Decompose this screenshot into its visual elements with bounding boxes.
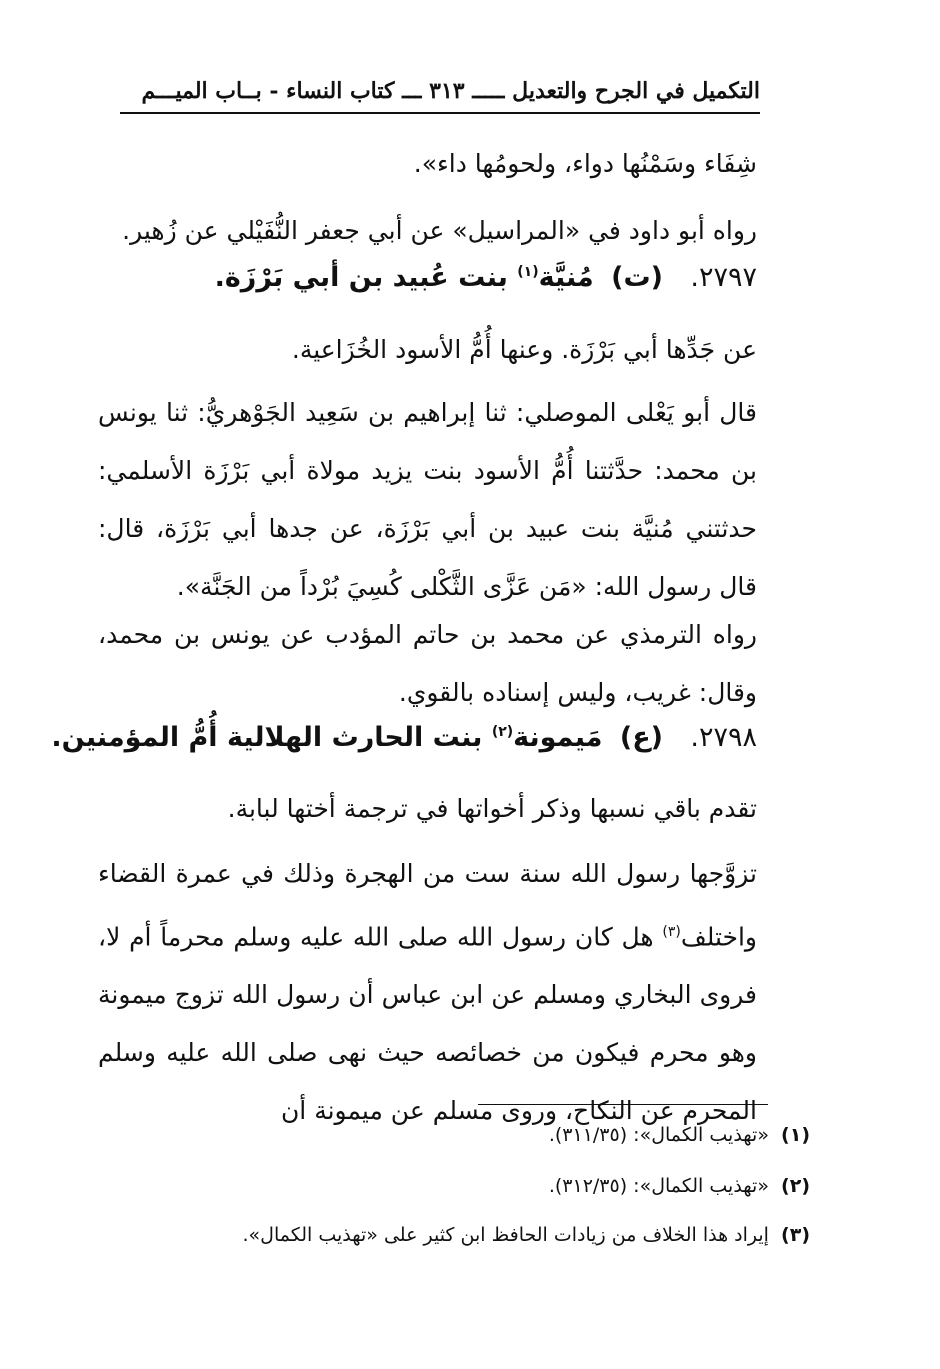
- entry-tag: (ت): [611, 262, 663, 293]
- footnote-ref: (٢): [491, 724, 514, 740]
- footnote-2: [98, 1175, 810, 1197]
- footnote-text: إيراد هذا الخلاف من زيادات الحافظ ابن كثير على «تهذيب الكمال».: [242, 1224, 769, 1246]
- footnote-number: (١): [781, 1124, 810, 1146]
- entry-2798-heading: [51, 722, 757, 753]
- paragraph-abu-yala: قال أبو يَعْلى الموصلي: ثنا إبراهيم بن سَعِيد الجَوْهريُّ: ثنا يونس بن محمد: حدَّثتنا أُمُّ الأسود بنت يزيد مولاة أبي بَرْزَة الأسلمي: حدثتني مُنيَّة بنت عبيد بن أبي بَرْزَة، عن جدها أبي بَرْزَة، قال: قال رسول الله: «مَن عَزَّى الثَّكْلى كُسِيَ بُرْداً من الجَنَّة».: [98, 398, 757, 601]
- header-rule: [120, 112, 760, 114]
- paragraph-abu-dawud: رواه أبو داود في «المراسيل» عن أبي جعفر النُّفَيْلي عن زُهير.: [122, 216, 757, 245]
- entry-name: مَيمونة: [513, 722, 603, 753]
- entry-2797-heading: [98, 262, 757, 293]
- marriage-text-start: تزوَّجها رسول الله سنة ست من الهجرة وذلك في عمرة القضاء واختلف: [98, 859, 757, 952]
- paragraph-marriage: [98, 845, 757, 1140]
- marriage-text-rest: هل كان رسول الله صلى الله عليه وسلم محرماً أم لا، فروى البخاري ومسلم عن ابن عباس أن رسول الله تزوج ميمونة وهو محرم فيكون من خصائصه حيث نهى صلى الله عليه وسلم المحرم عن النكاح، وروى مسلم عن ميمونة أن: [98, 922, 757, 1126]
- entry-name: مُنيَّة: [538, 262, 594, 293]
- paragraph-tirmidhi: رواه الترمذي عن محمد بن حاتم المؤدب عن يونس بن محمد، وقال: غريب، وليس إسناده بالقوي.: [98, 620, 757, 707]
- footnote-text: «تهذيب الكمال»: (٣١٢/٣٥).: [548, 1175, 769, 1197]
- footnote-ref: (١): [517, 264, 539, 280]
- running-header: التكميل في الجرح والتعديل ـــــ ٣١٣ ـــ كتاب النساء - بــاب الميـــم: [141, 78, 760, 104]
- paragraph-lubaba: تقدم باقي نسبها وذكر أخواتها في ترجمة أختها لبابة.: [227, 794, 757, 823]
- paragraph-hadith-end: شِفَاء وسَمْنُها دواء، ولحومُها داء».: [413, 149, 757, 178]
- footnote-ref: (٣): [662, 924, 681, 940]
- footnote-rule: [478, 1104, 768, 1105]
- entry-name-rest: بنت عُبيد بن أبي بَرْزَة.: [214, 262, 508, 293]
- entry-number: ٢٧٩٧.: [690, 262, 757, 293]
- entry-name-rest: بنت الحارث الهلالية أُمُّ المؤمنين.: [51, 722, 483, 753]
- footnote-number: (٢): [781, 1175, 810, 1197]
- footnote-3: [98, 1224, 810, 1246]
- paragraph-narrators: عن جَدِّها أبي بَرْزَة. وعنها أُمُّ الأسود الخُزَاعية.: [291, 335, 757, 364]
- entry-tag: (ع): [619, 722, 663, 753]
- footnote-text: «تهذيب الكمال»: (٣١١/٣٥).: [548, 1124, 769, 1146]
- footnote-number: (٣): [781, 1224, 810, 1246]
- footnote-1: [98, 1124, 810, 1146]
- entry-number: ٢٧٩٨.: [690, 722, 757, 753]
